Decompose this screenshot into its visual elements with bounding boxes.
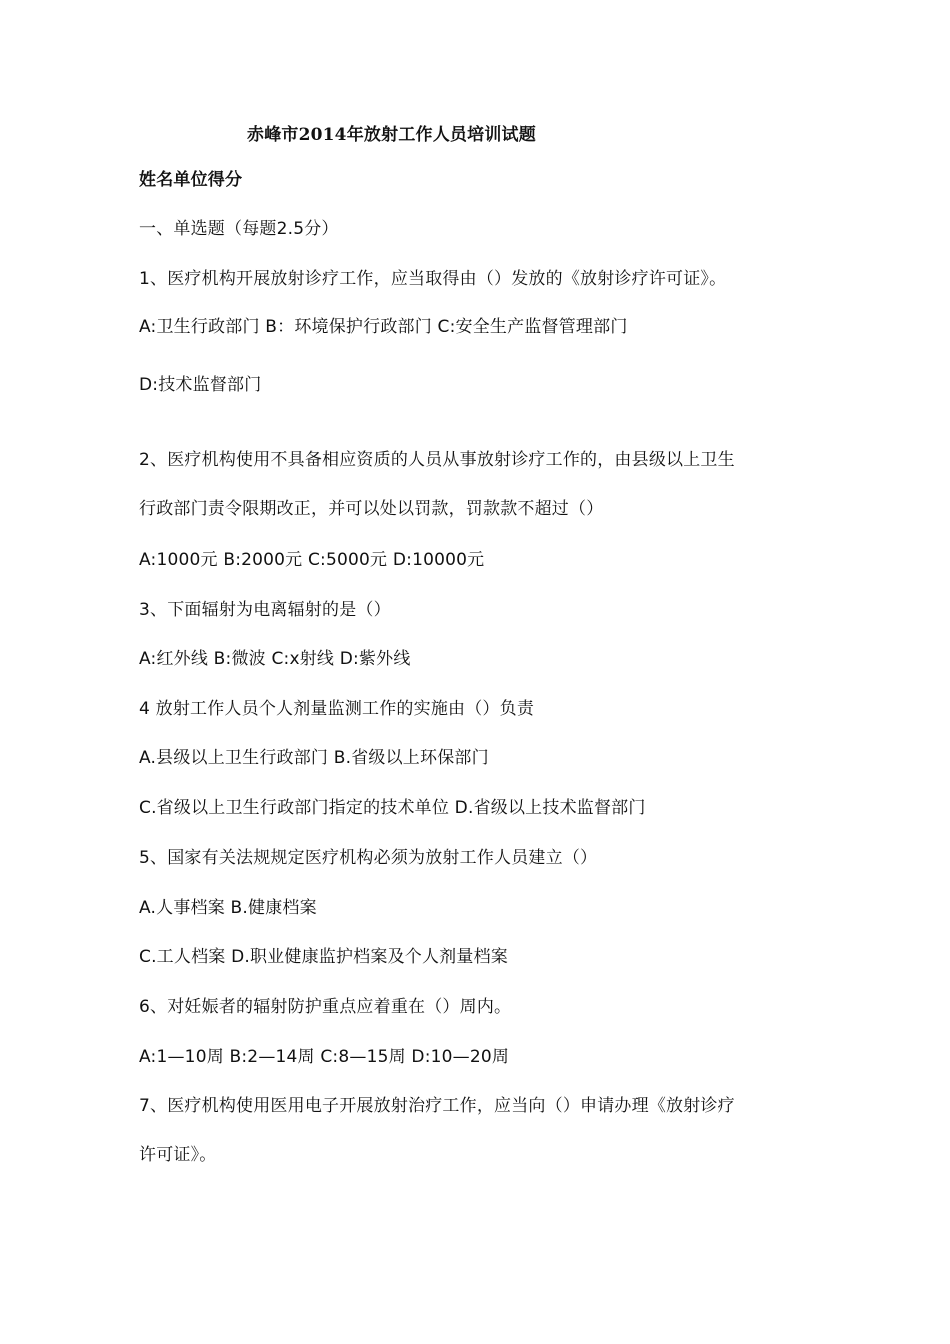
question-5-options-line-1: A.人事档案 B.健康档案 (139, 898, 317, 918)
document-title: 赤峰市2014年放射工作人员培训试题 (247, 125, 536, 145)
question-4-options-line-2: C.省级以上卫生行政部门指定的技术单位 D.省级以上技术监督部门 (139, 798, 646, 818)
question-5-stem: 5、国家有关法规规定医疗机构必须为放射工作人员建立（） (139, 848, 598, 868)
question-4-options-line-1: A.县级以上卫生行政部门 B.省级以上环保部门 (139, 748, 489, 768)
question-3-stem: 3、下面辐射为电离辐射的是（） (139, 600, 391, 620)
question-3-options: A:红外线 B:微波 C:x射线 D:紫外线 (139, 649, 411, 669)
question-5-options-line-2: C.工人档案 D.职业健康监护档案及个人剂量档案 (139, 947, 508, 967)
question-1-options-line-1: A:卫生行政部门 B：环境保护行政部门 C:安全生产监督管理部门 (139, 317, 628, 337)
question-6-stem: 6、对妊娠者的辐射防护重点应着重在（）周内。 (139, 997, 512, 1017)
question-1-stem: 1、医疗机构开展放射诊疗工作，应当取得由（）发放的《放射诊疗许可证》。 (139, 269, 727, 289)
header-fields: 姓名单位得分 (139, 170, 243, 190)
section-title: 一、单选题（每题2.5分） (139, 219, 339, 239)
question-7-stem-line-2: 许可证》。 (139, 1145, 217, 1165)
question-4-stem: 4 放射工作人员个人剂量监测工作的实施由（）负责 (139, 699, 535, 719)
question-2-stem-line-2: 行政部门责令限期改正，并可以处以罚款，罚款款不超过（） (139, 499, 604, 519)
question-1-options-line-2: D:技术监督部门 (139, 375, 262, 395)
question-2-stem-line-1: 2、医疗机构使用不具备相应资质的人员从事放射诊疗工作的，由县级以上卫生 (139, 450, 735, 470)
question-2-options: A:1000元 B:2000元 C:5000元 D:10000元 (139, 550, 485, 570)
question-6-options: A:1—10周 B:2—14周 C:8—15周 D:10—20周 (139, 1047, 510, 1067)
question-7-stem-line-1: 7、医疗机构使用医用电子开展放射治疗工作，应当向（）申请办理《放射诊疗 (139, 1096, 735, 1116)
